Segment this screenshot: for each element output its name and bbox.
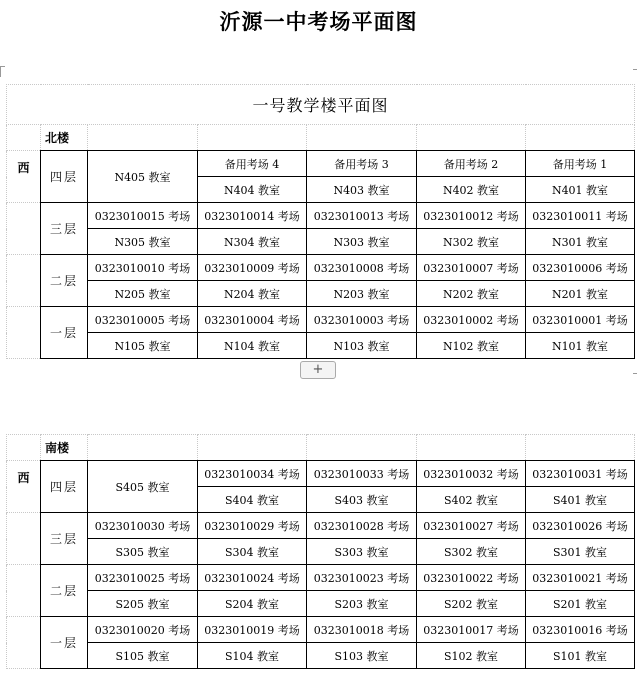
room-cell: N304 教室 (198, 229, 307, 255)
exam-cell: 0323010020 考场 (88, 617, 198, 643)
south-building-sheet (6, 434, 635, 669)
exam-cell: 0323010027 考场 (417, 513, 526, 539)
exam-cell: 0323010009 考场 (198, 255, 307, 281)
blank-cell (417, 435, 526, 461)
room-cell: S301 教室 (526, 539, 635, 565)
room-cell: N203 教室 (307, 281, 417, 307)
room-cell: N104 教室 (198, 333, 307, 359)
floor-label: 一层 (41, 307, 88, 359)
blank-cell (7, 203, 41, 255)
room-cell: N301 教室 (526, 229, 635, 255)
blank-cell (307, 435, 417, 461)
floor-label: 一层 (41, 617, 88, 669)
exam-cell: 0323010005 考场 (88, 307, 198, 333)
room-cell: S203 教室 (307, 591, 417, 617)
room-cell: N201 教室 (526, 281, 635, 307)
margin-tick (633, 373, 637, 374)
room-cell: S201 教室 (526, 591, 635, 617)
floor-label: 三层 (41, 203, 88, 255)
room-cell: N404 教室 (198, 177, 307, 203)
room-cell: S103 教室 (307, 643, 417, 669)
floor-label: 三层 (41, 513, 88, 565)
building-label-south: 南楼 (41, 435, 88, 461)
exam-cell: 0323010030 考场 (88, 513, 198, 539)
room-cell: S302 教室 (417, 539, 526, 565)
exam-cell: 0323010008 考场 (307, 255, 417, 281)
room-cell: S105 教室 (88, 643, 198, 669)
blank-cell (7, 565, 41, 617)
exam-cell: 0323010001 考场 (526, 307, 635, 333)
room-cell: S403 教室 (307, 487, 417, 513)
room-cell: S303 教室 (307, 539, 417, 565)
blank-cell (7, 617, 41, 669)
add-row-button[interactable]: + (300, 361, 336, 379)
floor-label: 二层 (41, 255, 88, 307)
margin-corner-mark (0, 66, 5, 77)
blank-cell (198, 435, 307, 461)
exam-cell: 备用考场 3 (307, 151, 417, 177)
blank-cell (417, 125, 526, 151)
exam-cell: 0323010031 考场 (526, 461, 635, 487)
blank-cell (198, 125, 307, 151)
room-cell: S205 教室 (88, 591, 198, 617)
room-cell: N305 教室 (88, 229, 198, 255)
room-cell: S404 教室 (198, 487, 307, 513)
exam-cell: 0323010004 考场 (198, 307, 307, 333)
room-cell: N103 教室 (307, 333, 417, 359)
floor-label: 四层 (41, 151, 88, 203)
building-label-north: 北楼 (41, 125, 88, 151)
exam-cell: 0323010021 考场 (526, 565, 635, 591)
room-cell: S104 教室 (198, 643, 307, 669)
room-cell: N403 教室 (307, 177, 417, 203)
north-building-sheet (6, 84, 635, 359)
exam-cell: 0323010002 考场 (417, 307, 526, 333)
exam-cell: 0323010024 考场 (198, 565, 307, 591)
exam-cell: 0323010007 考场 (417, 255, 526, 281)
room-cell: S102 教室 (417, 643, 526, 669)
exam-cell: 0323010006 考场 (526, 255, 635, 281)
room-cell: N101 教室 (526, 333, 635, 359)
exam-cell: 0323010028 考场 (307, 513, 417, 539)
room-cell: N205 教室 (88, 281, 198, 307)
exam-cell: 0323010017 考场 (417, 617, 526, 643)
exam-cell: 0323010016 考场 (526, 617, 635, 643)
room-cell: S305 教室 (88, 539, 198, 565)
room-cell: N102 教室 (417, 333, 526, 359)
exam-cell: 0323010012 考场 (417, 203, 526, 229)
north-subtitle: 一号教学楼平面图 (7, 85, 635, 125)
blank-cell (7, 307, 41, 359)
exam-cell: 备用考场 2 (417, 151, 526, 177)
blank-cell (88, 435, 198, 461)
blank-cell (526, 125, 635, 151)
room-cell: N204 教室 (198, 281, 307, 307)
room-cell: N303 教室 (307, 229, 417, 255)
room-cell: N401 教室 (526, 177, 635, 203)
blank-cell (7, 255, 41, 307)
room-cell: S402 教室 (417, 487, 526, 513)
page-title: 沂源一中考场平面图 (219, 10, 418, 34)
room-cell: S401 教室 (526, 487, 635, 513)
north-floor-table (6, 84, 635, 359)
exam-cell: 0323010026 考场 (526, 513, 635, 539)
exam-cell: 0323010018 考场 (307, 617, 417, 643)
room-cell: N402 教室 (417, 177, 526, 203)
room-cell: S304 教室 (198, 539, 307, 565)
exam-cell: 0323010034 考场 (198, 461, 307, 487)
west-label: 西 (7, 151, 41, 203)
blank-cell (7, 125, 41, 151)
room-cell: S101 教室 (526, 643, 635, 669)
margin-tick (633, 69, 637, 70)
room-cell: N302 教室 (417, 229, 526, 255)
blank-cell (307, 125, 417, 151)
room-cell: N105 教室 (88, 333, 198, 359)
exam-cell: 0323010003 考场 (307, 307, 417, 333)
exam-cell: 0323010010 考场 (88, 255, 198, 281)
blank-cell (7, 513, 41, 565)
floor-label: 四层 (41, 461, 88, 513)
exam-cell: 备用考场 1 (526, 151, 635, 177)
exam-cell: 0323010023 考场 (307, 565, 417, 591)
exam-cell: 0323010014 考场 (198, 203, 307, 229)
exam-cell: 0323010011 考场 (526, 203, 635, 229)
exam-cell: 0323010033 考场 (307, 461, 417, 487)
exam-cell: 0323010019 考场 (198, 617, 307, 643)
blank-cell (88, 125, 198, 151)
room-cell: N405 教室 (88, 151, 198, 203)
exam-cell: 0323010015 考场 (88, 203, 198, 229)
exam-cell: 0323010032 考场 (417, 461, 526, 487)
room-cell: N202 教室 (417, 281, 526, 307)
exam-cell: 0323010013 考场 (307, 203, 417, 229)
exam-cell: 0323010022 考场 (417, 565, 526, 591)
blank-cell (526, 435, 635, 461)
room-cell: S204 教室 (198, 591, 307, 617)
south-floor-table (6, 434, 635, 669)
exam-cell: 0323010025 考场 (88, 565, 198, 591)
room-cell: S405 教室 (88, 461, 198, 513)
room-cell: S202 教室 (417, 591, 526, 617)
exam-cell: 备用考场 4 (198, 151, 307, 177)
exam-cell: 0323010029 考场 (198, 513, 307, 539)
west-label: 西 (7, 461, 41, 513)
floor-label: 二层 (41, 565, 88, 617)
blank-cell (7, 435, 41, 461)
